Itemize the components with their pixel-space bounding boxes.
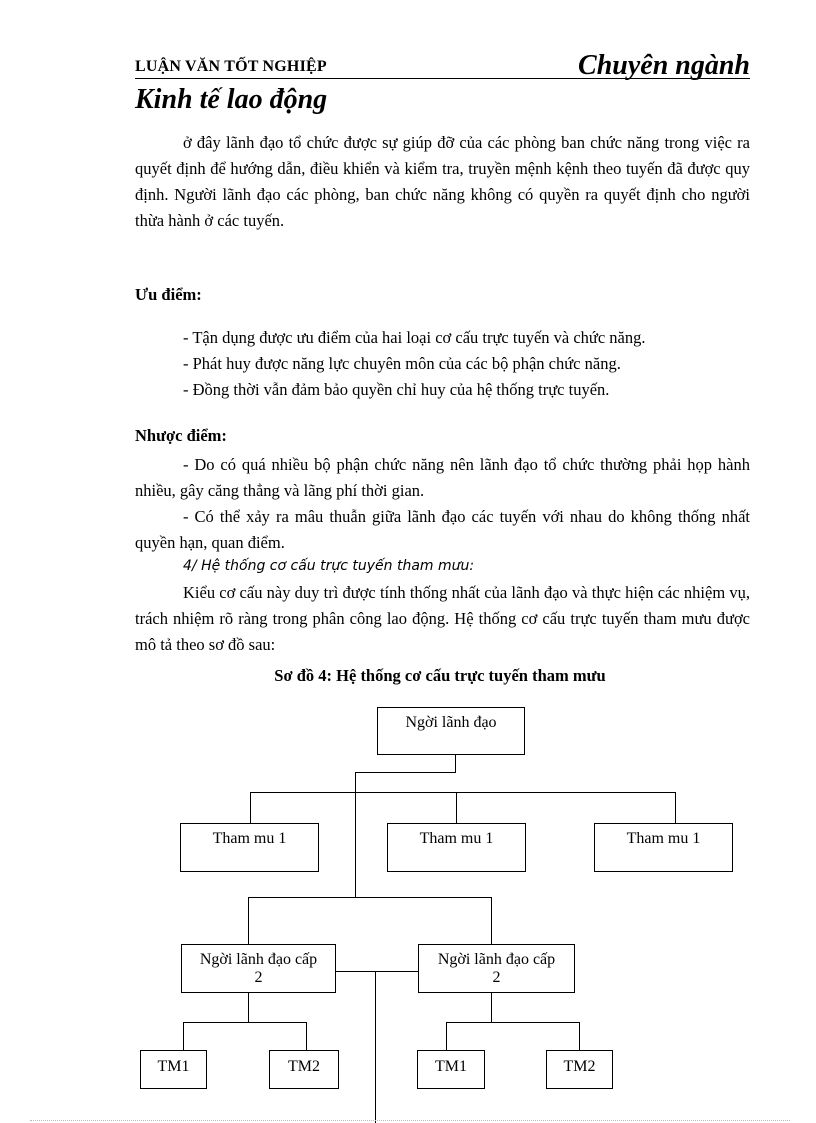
diagram-title: Sơ đồ 4: Hệ thống cơ cấu trực tuyến tham mưu: [274, 666, 606, 685]
connector: [491, 897, 492, 944]
header-rule: [135, 78, 750, 79]
tm-box: TM1: [140, 1050, 207, 1089]
connector: [375, 971, 376, 1123]
page-bottom-divider: [30, 1120, 790, 1121]
connector: [675, 792, 676, 823]
connector: [336, 971, 418, 972]
connector: [446, 1022, 447, 1050]
top-leader-box: Ngời lãnh đạo: [377, 707, 525, 755]
connector: [248, 897, 249, 944]
header-subtitle: Kinh tế lao động: [135, 84, 328, 115]
advantage-item: - Tận dụng được ưu điểm của hai loại cơ cấu trực tuyến và chức năng.: [183, 328, 646, 347]
header-left: LUẬN VĂN TỐT NGHIỆP: [135, 58, 327, 75]
level2-leader-box: Ngời lãnh đạo cấp 2: [418, 944, 575, 993]
advantage-item: - Phát huy được năng lực chuyên môn của các bộ phận chức năng.: [183, 354, 621, 373]
connector: [306, 1022, 307, 1050]
connector: [446, 1022, 580, 1023]
advantages-heading: Ưu điểm:: [135, 285, 202, 304]
disadvantage-item: - Do có quá nhiều bộ phận chức năng nên lãnh đạo tổ chức thường phải họp hành nhiều, gây căng thẳng và lãng phí thời gian.: [135, 455, 750, 500]
intro-paragraph: ở đây lãnh đạo tổ chức được sự giúp đỡ của các phòng ban chức năng trong việc ra quyết định để hướng dẫn, điều khiển và kiểm tra, truyền mệnh kệnh theo tuyến đã được quy định. Người lãnh đạo các phòng, ban chức năng không có quyền ra quyết định cho người thừa hành ở các tuyến.: [135, 133, 750, 230]
advisor-box: Tham mu 1: [180, 823, 319, 872]
tm-box: TM1: [417, 1050, 485, 1089]
disadvantages-heading: Nhược điểm:: [135, 426, 227, 445]
connector: [183, 1022, 307, 1023]
tm-box: TM2: [269, 1050, 339, 1089]
section4-title: 4/ Hệ thống cơ cấu trực tuyến tham mưu:: [183, 558, 475, 574]
advisor-box: Tham mu 1: [594, 823, 733, 872]
connector: [456, 792, 457, 823]
header-right: Chuyên ngành: [578, 50, 750, 81]
tm-box: TM2: [546, 1050, 613, 1089]
connector: [355, 772, 456, 773]
connector: [250, 792, 676, 793]
connector: [455, 755, 456, 773]
connector: [579, 1022, 580, 1050]
connector: [250, 792, 251, 823]
connector: [183, 1022, 184, 1050]
section4-body: Kiểu cơ cấu này duy trì được tính thống nhất của lãnh đạo và thực hiện các nhiệm vụ, trách nhiệm rõ ràng trong phân công lao động. Hệ thống cơ cấu trực tuyến tham mưu được mô tả theo sơ đồ sau:: [135, 583, 750, 654]
advisor-box: Tham mu 1: [387, 823, 526, 872]
connector: [248, 993, 249, 1023]
connector: [491, 993, 492, 1023]
level2-leader-box: Ngời lãnh đạo cấp 2: [181, 944, 336, 993]
connector: [355, 772, 356, 898]
advantage-item: - Đồng thời vẫn đảm bảo quyền chỉ huy của hệ thống trực tuyến.: [183, 380, 610, 399]
connector: [248, 897, 492, 898]
disadvantage-item: - Có thể xảy ra mâu thuẫn giữa lãnh đạo các tuyến với nhau do không thống nhất quyền hạn, quan điểm.: [135, 507, 750, 552]
